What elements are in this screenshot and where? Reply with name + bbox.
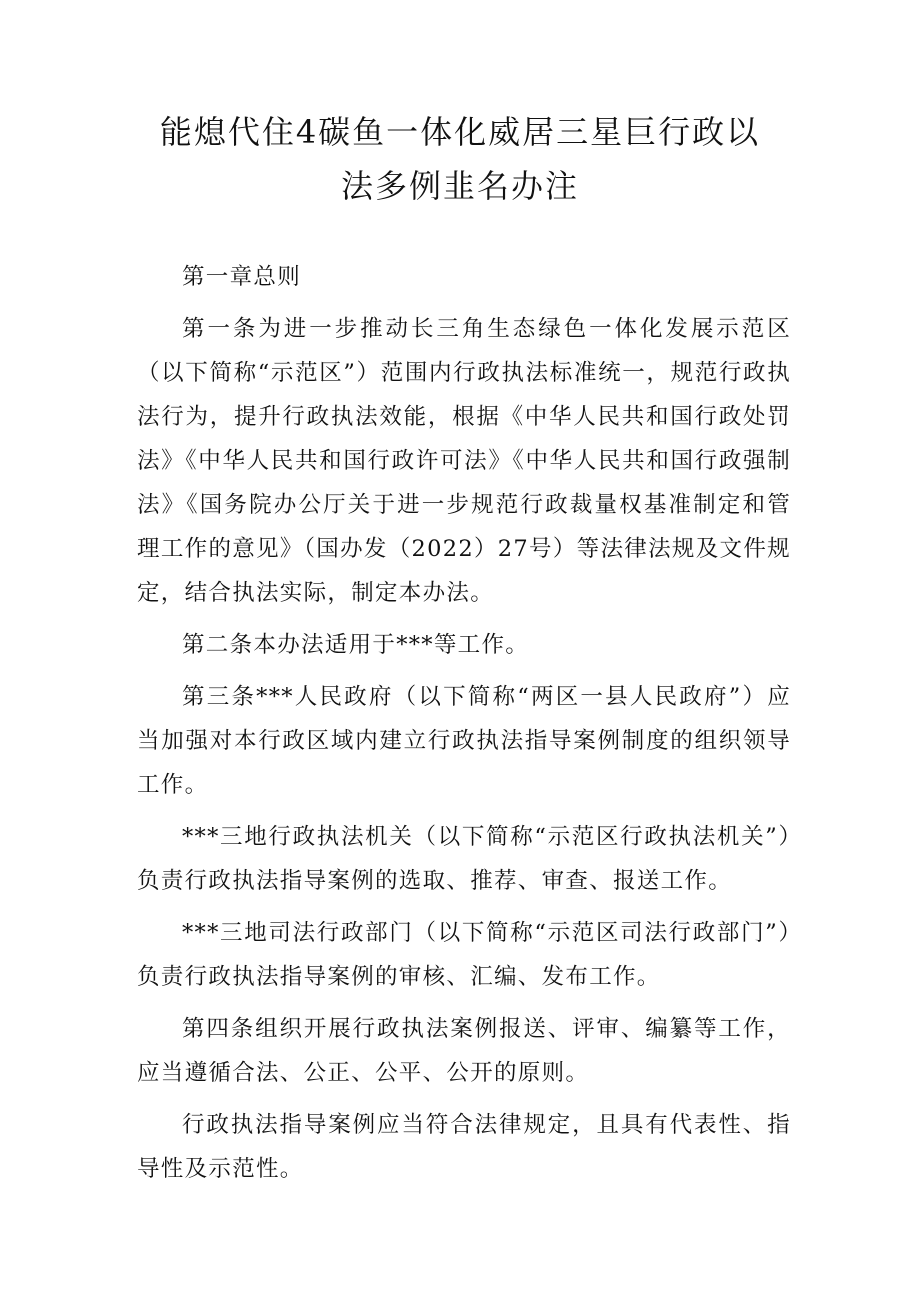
article-1-paragraph: 第一条为进一步推动长三角生态绿色一体化发展示范区（以下简称“示范区”）范围内行政执法标准统一，规范行政执法行为，提升行政执法效能，根据《中华人民共和国行政处罚法》《中华人民共和国行政许可法》《中华人民共和国行政强制法》《国务院办公厅关于进一步规范行政裁量权基准制定和管理工作的意见》（国办发（2022）27号）等法律法规及文件规定，结合执法实际，制定本办法。 [137,316,791,606]
article-2-paragraph: 第二条本办法适用于***等工作。 [182,632,530,658]
document-title-line-2: 法多例韭名办注 [340,167,579,205]
article-3-paragraph: 第三条***人民政府（以下简称“两区一县人民政府”）应当加强对本行政区域内建立行政执法指导案例制度的组织领导工作。 [137,684,791,798]
article-4-paragraph: 第四条组织开展行政执法案例报送、评审、编纂等工作，应当遵循合法、公正、公平、公开的原则。 [137,1016,791,1086]
chapter-heading: 第一章总则 [182,264,302,290]
article-3-clause-3: ***三地司法行政部门（以下简称“示范区司法行政部门”）负责行政执法指导案例的审核、汇编、发布工作。 [137,920,791,990]
article-3-clause-2: ***三地行政执法机关（以下简称“示范区行政执法机关”）负责行政执法指导案例的选取、推荐、审查、报送工作。 [137,824,791,894]
document-body [137,255,791,1191]
article-4-clause-2: 行政执法指导案例应当符合法律规定，且具有代表性、指导性及示范性。 [137,1112,791,1182]
document-title-line-1: 能熄代住4碳鱼一体化威居三星巨行政以 [159,113,761,151]
